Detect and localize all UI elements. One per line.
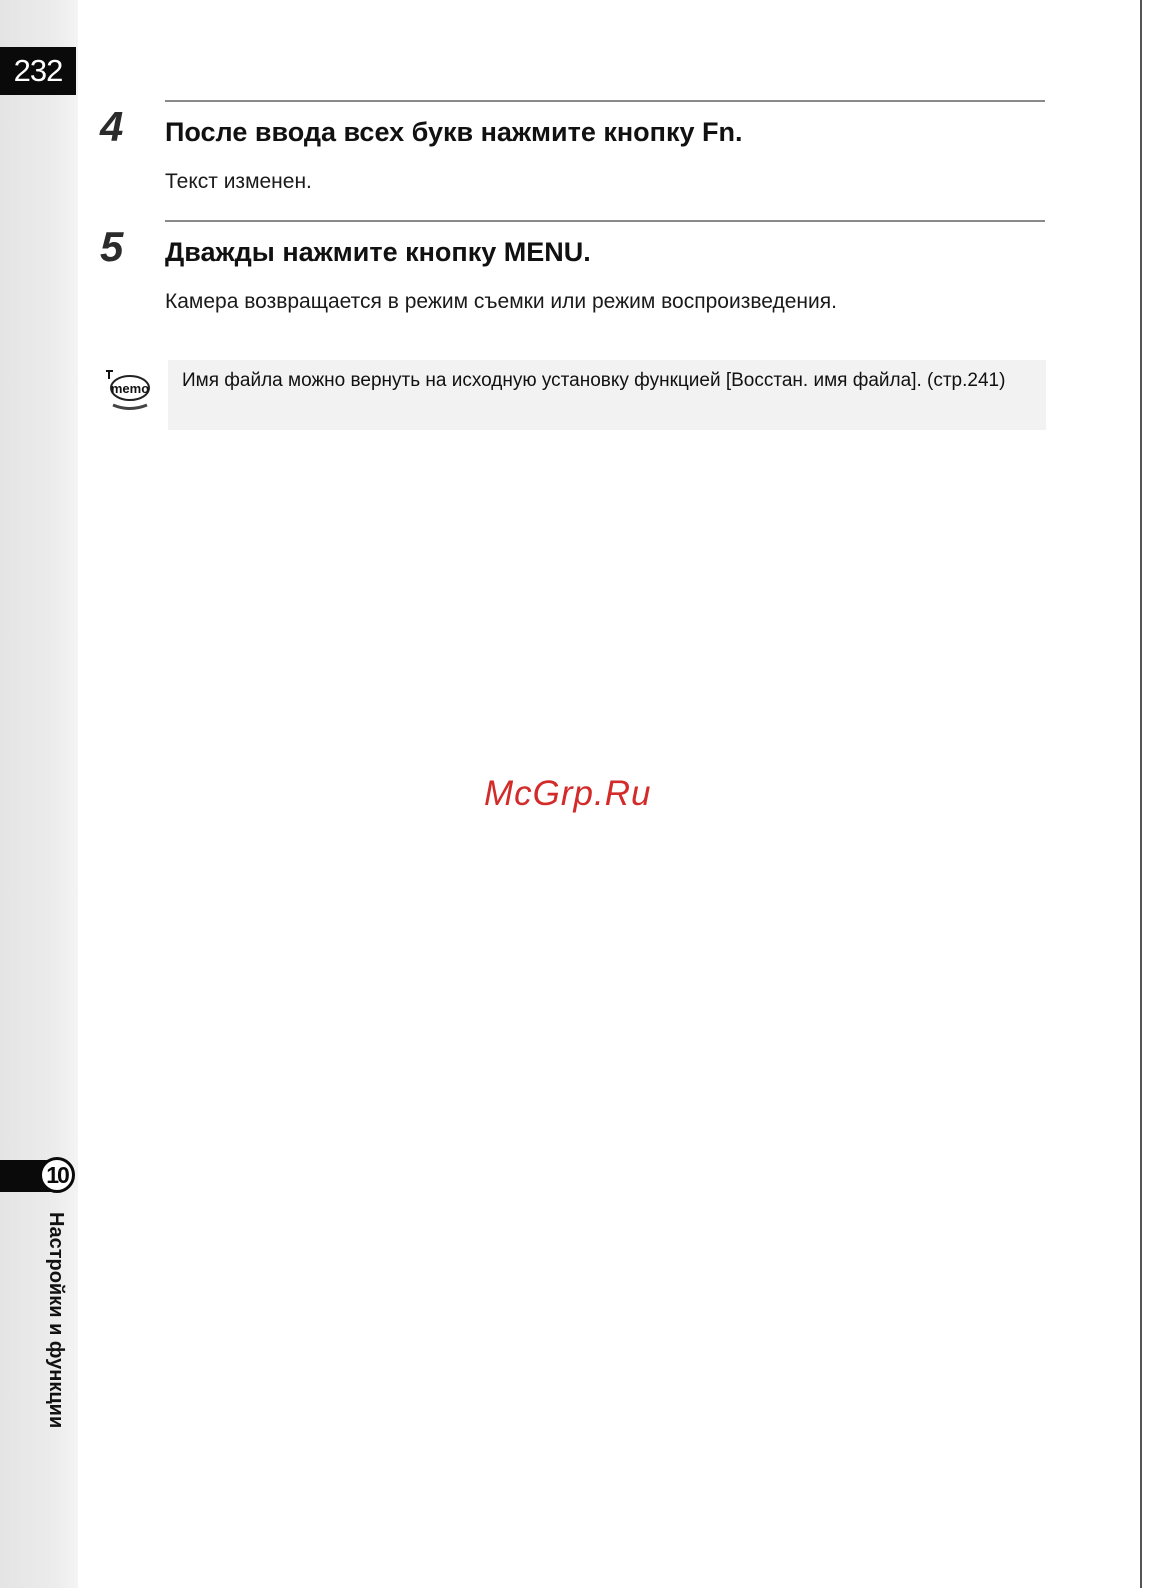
step-description: Камера возвращается в режим съемки или режим воспроизведения. — [165, 290, 837, 313]
chapter-number-badge: 10 — [39, 1157, 75, 1193]
page-number: 232 — [0, 47, 76, 95]
page-edge-line — [1140, 0, 1142, 1588]
memo-icon-label: memo — [110, 381, 150, 396]
watermark: McGrp.Ru — [484, 774, 652, 813]
step-divider — [165, 220, 1045, 222]
step-number: 5 — [100, 223, 124, 270]
step-title: Дважды нажмите кнопку MENU. — [165, 237, 591, 267]
memo-note: Имя файла можно вернуть на исходную установку функцией [Восстан. имя файла]. (стр.241) — [168, 360, 1046, 430]
step-description: Текст изменен. — [165, 170, 312, 193]
page-edge-margin — [1142, 0, 1156, 1588]
step-title: После ввода всех букв нажмите кнопку Fn. — [165, 117, 743, 147]
step-divider — [165, 100, 1045, 102]
memo-icon — [104, 368, 152, 412]
step-number: 4 — [100, 103, 124, 150]
chapter-title: Настройки и функции — [45, 1212, 67, 1429]
